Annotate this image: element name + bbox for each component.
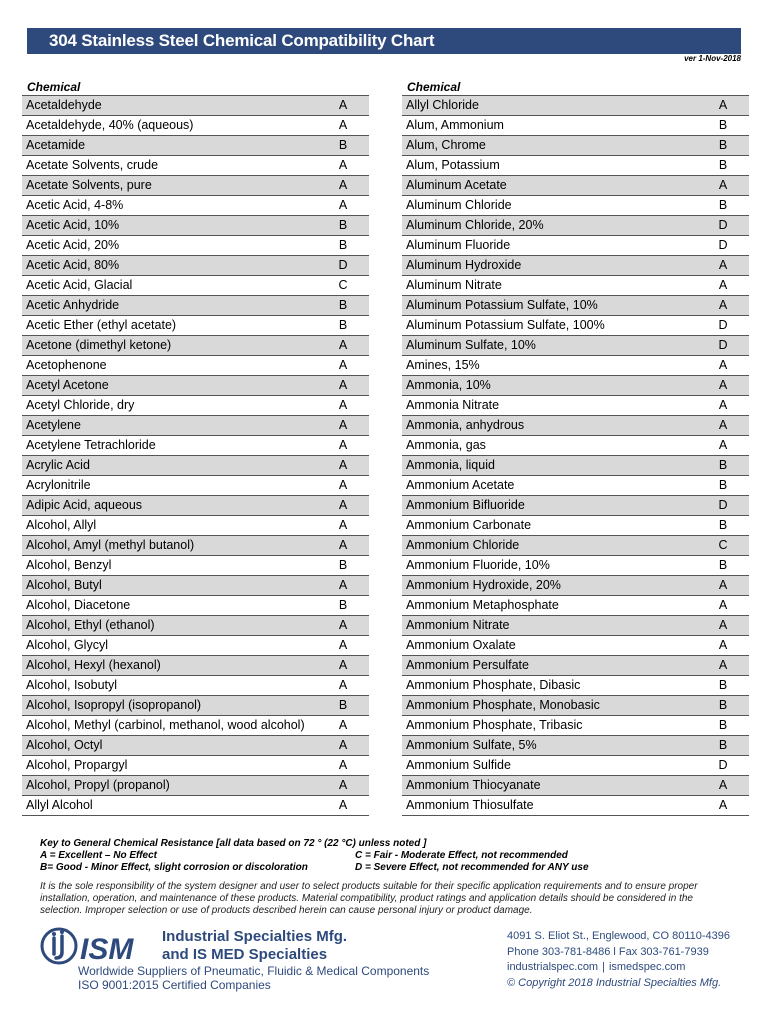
- table-row: [22, 516, 369, 536]
- rating: B: [718, 138, 728, 152]
- chemical-name: Acetic Acid, 4-8%: [26, 198, 124, 212]
- table-row: [402, 116, 749, 136]
- table-row: [402, 696, 749, 716]
- rating: A: [718, 598, 728, 612]
- chemical-name: Acetylene: [26, 418, 81, 432]
- rating: A: [338, 358, 348, 372]
- rating: A: [718, 398, 728, 412]
- chemical-name: Ammonium Metaphosphate: [406, 598, 559, 612]
- chemical-name: Acetic Acid, 80%: [26, 258, 120, 272]
- table-row: [22, 716, 369, 736]
- rating: A: [338, 758, 348, 772]
- rating: B: [338, 138, 348, 152]
- chemical-name: Alcohol, Methyl (carbinol, methanol, wood alcohol): [26, 718, 305, 732]
- table-row: [22, 436, 369, 456]
- table-row: [22, 596, 369, 616]
- table-row: [22, 556, 369, 576]
- chemical-name: Ammonium Nitrate: [406, 618, 510, 632]
- table-row: [402, 536, 749, 556]
- rating: B: [718, 518, 728, 532]
- chemical-name: Ammonium Carbonate: [406, 518, 532, 532]
- rating: A: [338, 398, 348, 412]
- rating: B: [338, 218, 348, 232]
- rating: A: [338, 178, 348, 192]
- chemical-name: Acetamide: [26, 138, 86, 152]
- column-header: Chemical: [22, 79, 369, 96]
- resistance-key: [40, 838, 655, 874]
- rating: B: [718, 678, 728, 692]
- disclaimer: It is the sole responsibility of the system designer and user to select products suitable for their specific application requirements and to ensure proper installation, operation, and maintenance of these products. Material compatibility, product ratings and application details should be considered in the selection. Improper selection or use of products described herein can cause personal injury or product damage.: [40, 881, 698, 916]
- chemical-name: Aluminum Chloride: [406, 198, 512, 212]
- contact-block: [507, 929, 730, 991]
- chemical-name: Allyl Alcohol: [26, 798, 93, 812]
- rating: B: [338, 298, 348, 312]
- table-row: [22, 196, 369, 216]
- table-row: [402, 256, 749, 276]
- rating: A: [338, 118, 348, 132]
- chemical-name: Acetic Acid, Glacial: [26, 278, 133, 292]
- rating: A: [338, 498, 348, 512]
- chemical-name: Aluminum Chloride, 20%: [406, 218, 544, 232]
- table-row: [22, 336, 369, 356]
- rating: D: [718, 758, 728, 772]
- table-row: [402, 276, 749, 296]
- chemical-name: Ammonium Sulfide: [406, 758, 511, 772]
- company-line-1: Industrial Specialties Mfg.: [162, 928, 348, 945]
- rating: A: [718, 98, 728, 112]
- table-row: [402, 556, 749, 576]
- rating: B: [338, 598, 348, 612]
- rating: C: [338, 278, 348, 292]
- chemical-name: Ammonium Acetate: [406, 478, 515, 492]
- chemical-name: Acetic Acid, 10%: [26, 218, 120, 232]
- table-row: [22, 176, 369, 196]
- table-row: [22, 496, 369, 516]
- rating: A: [338, 418, 348, 432]
- key-title: Key to General Chemical Resistance [all data based on 72 ° (22 °C) unless noted ]: [40, 838, 427, 849]
- chemical-name: Ammonium Oxalate: [406, 638, 516, 652]
- chemical-name: Ammonium Thiocyanate: [406, 778, 541, 792]
- chemical-name: Amines, 15%: [406, 358, 480, 372]
- table-row: [22, 456, 369, 476]
- rating: A: [338, 738, 348, 752]
- chemical-name: Alcohol, Amyl (methyl butanol): [26, 538, 195, 552]
- rating: A: [338, 718, 348, 732]
- key-c: C = Fair - Moderate Effect, not recommended: [355, 850, 568, 861]
- table-row: [402, 496, 749, 516]
- rating: D: [718, 338, 728, 352]
- chemical-name: Aluminum Potassium Sulfate, 100%: [406, 318, 605, 332]
- table-row: [402, 236, 749, 256]
- rating: D: [338, 258, 348, 272]
- website-link-2[interactable]: ismedspec.com: [608, 961, 686, 973]
- chemical-name: Ammonium Chloride: [406, 538, 520, 552]
- chemical-name: Ammonia, 10%: [406, 378, 491, 392]
- rating: A: [338, 798, 348, 812]
- table-row: [402, 356, 749, 376]
- rating: B: [718, 718, 728, 732]
- rating: A: [718, 798, 728, 812]
- chemical-name: Aluminum Nitrate: [406, 278, 502, 292]
- rating: A: [338, 518, 348, 532]
- chemical-name: Acetone (dimethyl ketone): [26, 338, 172, 352]
- rating: B: [718, 118, 728, 132]
- chemical-name: Ammonium Phosphate, Dibasic: [406, 678, 581, 692]
- rating: A: [338, 638, 348, 652]
- chemical-name: Alcohol, Propargyl: [26, 758, 128, 772]
- chemical-name: Aluminum Fluoride: [406, 238, 511, 252]
- chemical-name: Ammonia Nitrate: [406, 398, 500, 412]
- rating: A: [718, 258, 728, 272]
- rating: B: [718, 158, 728, 172]
- table-row: [22, 616, 369, 636]
- table-row: [402, 616, 749, 636]
- chemical-name: Alcohol, Hexyl (hexanol): [26, 658, 161, 672]
- website-link-1[interactable]: industrialspec.com: [507, 961, 599, 973]
- table-row: [22, 216, 369, 236]
- rating: B: [338, 558, 348, 572]
- table-row: [402, 456, 749, 476]
- table-row: [402, 336, 749, 356]
- table-row: [402, 636, 749, 656]
- chemical-name: Ammonium Bifluoride: [406, 498, 525, 512]
- rating: A: [718, 618, 728, 632]
- rating: B: [718, 558, 728, 572]
- rating: A: [338, 578, 348, 592]
- rating: A: [338, 618, 348, 632]
- chemical-name: Allyl Chloride: [406, 98, 479, 112]
- chemical-name: Aluminum Sulfate, 10%: [406, 338, 536, 352]
- table-row: [402, 516, 749, 536]
- rating: B: [338, 318, 348, 332]
- table-row: [22, 276, 369, 296]
- table-row: [402, 296, 749, 316]
- rating: A: [718, 658, 728, 672]
- rating: C: [718, 538, 728, 552]
- rating: A: [338, 438, 348, 452]
- rating: A: [338, 538, 348, 552]
- table-row: [22, 636, 369, 656]
- chemical-name: Alcohol, Ethyl (ethanol): [26, 618, 155, 632]
- chemical-name: Acetic Anhydride: [26, 298, 120, 312]
- table-row: [402, 96, 749, 116]
- table-row: [22, 656, 369, 676]
- rating: A: [338, 478, 348, 492]
- rating: A: [338, 378, 348, 392]
- chemical-name: Alum, Potassium: [406, 158, 500, 172]
- chemical-name: Alcohol, Isobutyl: [26, 678, 118, 692]
- chemical-name: Ammonium Phosphate, Tribasic: [406, 718, 583, 732]
- rating: A: [718, 578, 728, 592]
- chemical-name: Acetophenone: [26, 358, 107, 372]
- table-row: [22, 376, 369, 396]
- chemical-name: Ammonium Phosphate, Monobasic: [406, 698, 600, 712]
- chemical-name: Ammonia, anhydrous: [406, 418, 525, 432]
- chemical-name: Acetate Solvents, pure: [26, 178, 152, 192]
- chemical-name: Alcohol, Benzyl: [26, 558, 112, 572]
- chemical-name: Ammonium Hydroxide, 20%: [406, 578, 561, 592]
- rating: A: [338, 678, 348, 692]
- chemical-name: Adipic Acid, aqueous: [26, 498, 143, 512]
- rating: A: [718, 778, 728, 792]
- rating: A: [718, 358, 728, 372]
- chemical-name: Acetic Acid, 20%: [26, 238, 120, 252]
- table-row: [402, 156, 749, 176]
- chemical-name: Alum, Chrome: [406, 138, 486, 152]
- page-title: 304 Stainless Steel Chemical Compatibility Chart: [49, 31, 435, 50]
- rating: B: [338, 698, 348, 712]
- version-label: ver 1-Nov-2018: [684, 54, 741, 63]
- chemical-name: Acetyl Acetone: [26, 378, 109, 392]
- rating: B: [718, 198, 728, 212]
- table-row: [22, 776, 369, 796]
- chemical-name: Alcohol, Diacetone: [26, 598, 131, 612]
- table-row: [22, 156, 369, 176]
- copyright: © Copyright 2018 Industrial Specialties Mfg.: [507, 976, 722, 989]
- rating: A: [338, 778, 348, 792]
- table-row: [22, 736, 369, 756]
- rating: A: [338, 658, 348, 672]
- table-row: [22, 256, 369, 276]
- rating: B: [718, 698, 728, 712]
- table-row: [402, 376, 749, 396]
- rating: A: [718, 278, 728, 292]
- website-separator: |: [602, 961, 605, 973]
- rating: A: [718, 178, 728, 192]
- key-d: D = Severe Effect, not recommended for ANY use: [355, 862, 589, 873]
- table-row: [22, 116, 369, 136]
- chemical-table-left: [22, 79, 369, 816]
- rating: A: [718, 298, 728, 312]
- table-row: [402, 716, 749, 736]
- table-row: [22, 416, 369, 436]
- key-a: A = Excellent – No Effect: [40, 850, 157, 861]
- chemical-name: Ammonium Sulfate, 5%: [406, 738, 537, 752]
- table-row: [402, 216, 749, 236]
- rating: B: [718, 458, 728, 472]
- table-row: [22, 756, 369, 776]
- chemical-table-right: [402, 79, 749, 816]
- column-header: Chemical: [402, 79, 749, 96]
- tagline: [78, 964, 429, 992]
- table-row: [22, 796, 369, 816]
- chemical-name: Aluminum Acetate: [406, 178, 507, 192]
- rating: A: [718, 638, 728, 652]
- table-row: [22, 96, 369, 116]
- table-row: [22, 396, 369, 416]
- rating: A: [338, 458, 348, 472]
- address: 4091 S. Eliot St., Englewood, CO 80110-4396: [507, 930, 730, 942]
- table-row: [402, 676, 749, 696]
- logo-text: ISM: [80, 933, 134, 966]
- tagline-text: Worldwide Suppliers of Pneumatic, Fluidic & Medical Components: [78, 964, 430, 978]
- ism-logo: [40, 926, 134, 966]
- company-line-2: and IS MED Specialties: [162, 946, 328, 963]
- table-row: [402, 776, 749, 796]
- table-row: [22, 356, 369, 376]
- chemical-name: Alcohol, Octyl: [26, 738, 103, 752]
- rating: A: [338, 198, 348, 212]
- table-row: [402, 736, 749, 756]
- table-row: [402, 756, 749, 776]
- rating: B: [718, 738, 728, 752]
- table-row: [22, 696, 369, 716]
- key-b: B= Good - Minor Effect, slight corrosion or discoloration: [40, 862, 308, 873]
- chemical-name: Ammonium Fluoride, 10%: [406, 558, 550, 572]
- company-name: [162, 928, 347, 964]
- rating: B: [338, 238, 348, 252]
- chemical-name: Acrylic Acid: [26, 458, 90, 472]
- table-row: [402, 436, 749, 456]
- chemical-name: Acetylene Tetrachloride: [26, 438, 156, 452]
- chemical-name: Alcohol, Propyl (propanol): [26, 778, 170, 792]
- phone-fax: Phone 303-781-8486 l Fax 303-761-7939: [507, 945, 709, 958]
- table-row: [402, 596, 749, 616]
- rating: A: [338, 98, 348, 112]
- chemical-name: Aluminum Potassium Sulfate, 10%: [406, 298, 598, 312]
- chemical-name: Ammonium Thiosulfate: [406, 798, 534, 812]
- table-row: [402, 176, 749, 196]
- chemical-name: Alcohol, Isopropyl (isopropanol): [26, 698, 202, 712]
- rating: A: [718, 418, 728, 432]
- chemical-name: Acetyl Chloride, dry: [26, 398, 135, 412]
- table-row: [22, 476, 369, 496]
- table-row: [402, 476, 749, 496]
- rating: D: [718, 218, 728, 232]
- rating: A: [718, 378, 728, 392]
- title-bar: [27, 28, 741, 54]
- chemical-name: Aluminum Hydroxide: [406, 258, 522, 272]
- chemical-name: Ammonia, liquid: [406, 458, 495, 472]
- rating: B: [718, 478, 728, 492]
- table-row: [22, 136, 369, 156]
- table-row: [402, 576, 749, 596]
- rating: A: [718, 438, 728, 452]
- chemical-name: Acetic Ether (ethyl acetate): [26, 318, 177, 332]
- chemical-name: Alcohol, Butyl: [26, 578, 102, 592]
- chemical-name: Ammonia, gas: [406, 438, 486, 452]
- rating: D: [718, 498, 728, 512]
- table-row: [22, 676, 369, 696]
- rating: A: [338, 158, 348, 172]
- table-row: [402, 796, 749, 816]
- chemical-name: Acetate Solvents, crude: [26, 158, 159, 172]
- table-row: [22, 576, 369, 596]
- rating: A: [338, 338, 348, 352]
- rating: D: [718, 318, 728, 332]
- chemical-name: Alcohol, Allyl: [26, 518, 97, 532]
- chemical-name: Acrylonitrile: [26, 478, 91, 492]
- table-row: [22, 316, 369, 336]
- table-row: [22, 536, 369, 556]
- iso-certification: ISO 9001:2015 Certified Companies: [78, 978, 271, 992]
- table-row: [402, 396, 749, 416]
- table-row: [402, 656, 749, 676]
- table-row: [402, 136, 749, 156]
- table-row: [402, 196, 749, 216]
- table-row: [22, 296, 369, 316]
- chemical-name: Acetaldehyde, 40% (aqueous): [26, 118, 194, 132]
- chemical-name: Acetaldehyde: [26, 98, 102, 112]
- table-row: [402, 416, 749, 436]
- chemical-name: Alcohol, Glycyl: [26, 638, 108, 652]
- chemical-name: Alum, Ammonium: [406, 118, 504, 132]
- chemical-name: Ammonium Persulfate: [406, 658, 529, 672]
- table-row: [402, 316, 749, 336]
- table-row: [22, 236, 369, 256]
- rating: D: [718, 238, 728, 252]
